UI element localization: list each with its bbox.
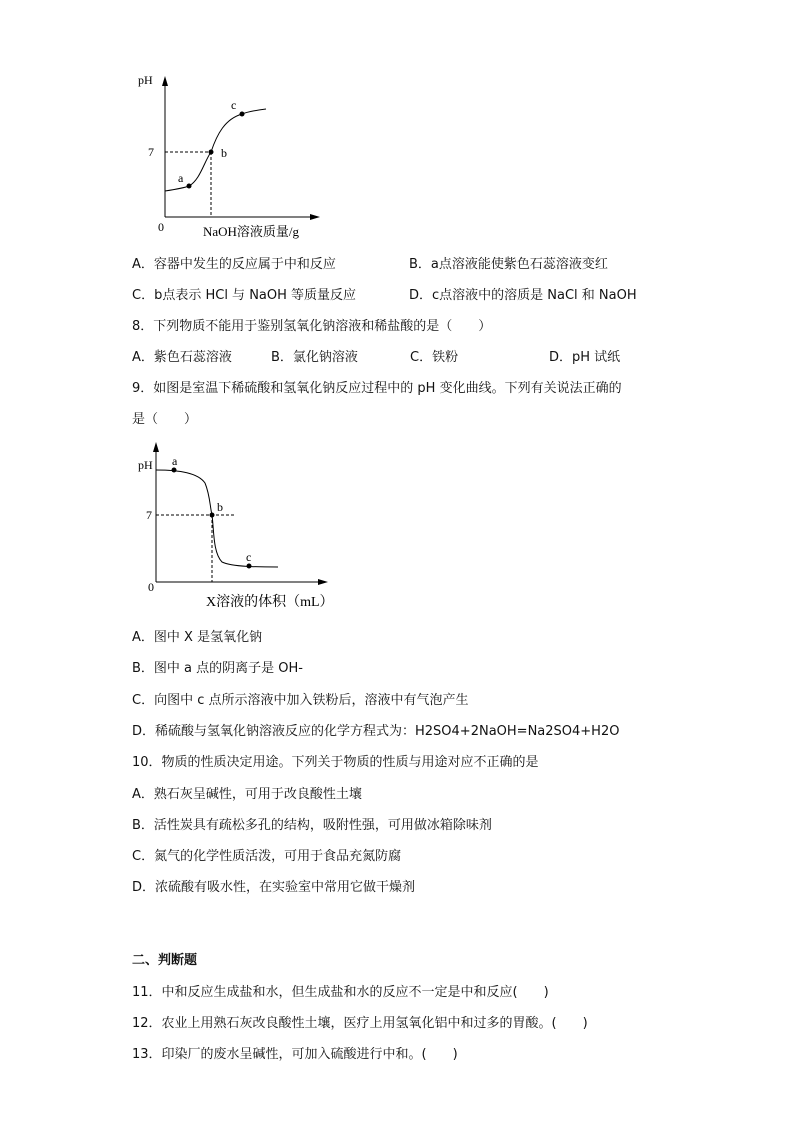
- section-2-title: 二、判断题: [132, 953, 198, 968]
- q12: 12．农业上用熟石灰改良酸性土壤，医疗上用氢氧化铝中和过多的胃酸。( ): [132, 1016, 588, 1031]
- q10-option-b: B．活性炭具有疏松多孔的结构，吸附性强，可用做冰箱除味剂: [132, 818, 492, 833]
- q7-option-b: B．a点溶液能使紫色石蕊溶液变红: [409, 257, 608, 272]
- label-c: c: [246, 550, 252, 564]
- origin-label: 0: [158, 220, 164, 234]
- q8-option-b: B．氯化钠溶液: [271, 350, 358, 365]
- q7-option-d: D．c点溶液中的溶质是 NaCl 和 NaOH: [409, 288, 637, 303]
- point-a: [172, 468, 177, 473]
- q8-option-a: A．紫色石蕊溶液: [132, 350, 232, 365]
- y-axis-label: pH: [138, 458, 153, 472]
- q9-stem-line1: 9．如图是室温下稀硫酸和氢氧化钠反应过程中的 pH 变化曲线。下列有关说法正确的: [132, 381, 622, 396]
- label-b: b: [217, 500, 223, 514]
- q10-stem: 10．物质的性质决定用途。下列关于物质的性质与用途对应不正确的是: [132, 755, 539, 770]
- y-axis-label: pH: [138, 73, 153, 87]
- q8-option-c: C．铁粉: [410, 350, 459, 365]
- label-a: a: [178, 171, 184, 185]
- q10-option-a: A．熟石灰呈碱性，可用于改良酸性土壤: [132, 787, 362, 802]
- tick-7: 7: [146, 508, 152, 522]
- point-b: [209, 150, 214, 155]
- q7-option-c: C．b点表示 HCl 与 NaOH 等质量反应: [132, 288, 357, 303]
- point-a: [187, 184, 192, 189]
- y-axis-arrow: [162, 76, 168, 86]
- x-axis-label: NaOH溶液质量/g: [203, 224, 300, 239]
- point-c: [247, 564, 252, 569]
- q11: 11．中和反应生成盐和水，但生成盐和水的反应不一定是中和反应( ): [132, 985, 549, 1000]
- ph-curve-figure-2: [0, 435, 794, 615]
- label-a: a: [172, 454, 178, 468]
- q10-option-d: D．浓硫酸有吸水性，在实验室中常用它做干燥剂: [132, 880, 416, 895]
- ph-curve-figure-1: [0, 0, 794, 250]
- q9-option-d: D．稀硫酸与氢氧化钠溶液反应的化学方程式为：H2SO4+2NaOH=Na2SO4+H2O: [132, 724, 620, 739]
- x-axis-arrow: [310, 214, 320, 220]
- q8-option-d: D．pH 试纸: [549, 350, 621, 365]
- label-b: b: [221, 146, 227, 160]
- q9-stem-line2: 是（ ）: [132, 412, 198, 427]
- q9-option-c: C．向图中 c 点所示溶液中加入铁粉后，溶液中有气泡产生: [132, 693, 469, 708]
- q9-option-a: A．图中 X 是氢氧化钠: [132, 630, 263, 645]
- label-c: c: [231, 98, 237, 112]
- tick-7: 7: [148, 145, 154, 159]
- q8-stem: 8．下列物质不能用于鉴别氢氧化钠溶液和稀盐酸的是（ ）: [132, 319, 492, 334]
- q7-option-a: A．容器中发生的反应属于中和反应: [132, 257, 336, 272]
- point-c: [240, 112, 245, 117]
- x-axis-arrow: [318, 579, 328, 585]
- q13: 13．印染厂的废水呈碱性，可加入硫酸进行中和。( ): [132, 1047, 458, 1062]
- origin-label: 0: [148, 580, 154, 594]
- y-axis-arrow: [153, 442, 159, 452]
- q9-option-b: B．图中 a 点的阴离子是 OH-: [132, 661, 303, 676]
- q10-option-c: C．氮气的化学性质活泼，可用于食品充氮防腐: [132, 849, 402, 864]
- x-axis-label: X溶液的体积（mL）: [206, 595, 334, 610]
- point-b: [210, 513, 215, 518]
- titration-curve: [156, 470, 278, 567]
